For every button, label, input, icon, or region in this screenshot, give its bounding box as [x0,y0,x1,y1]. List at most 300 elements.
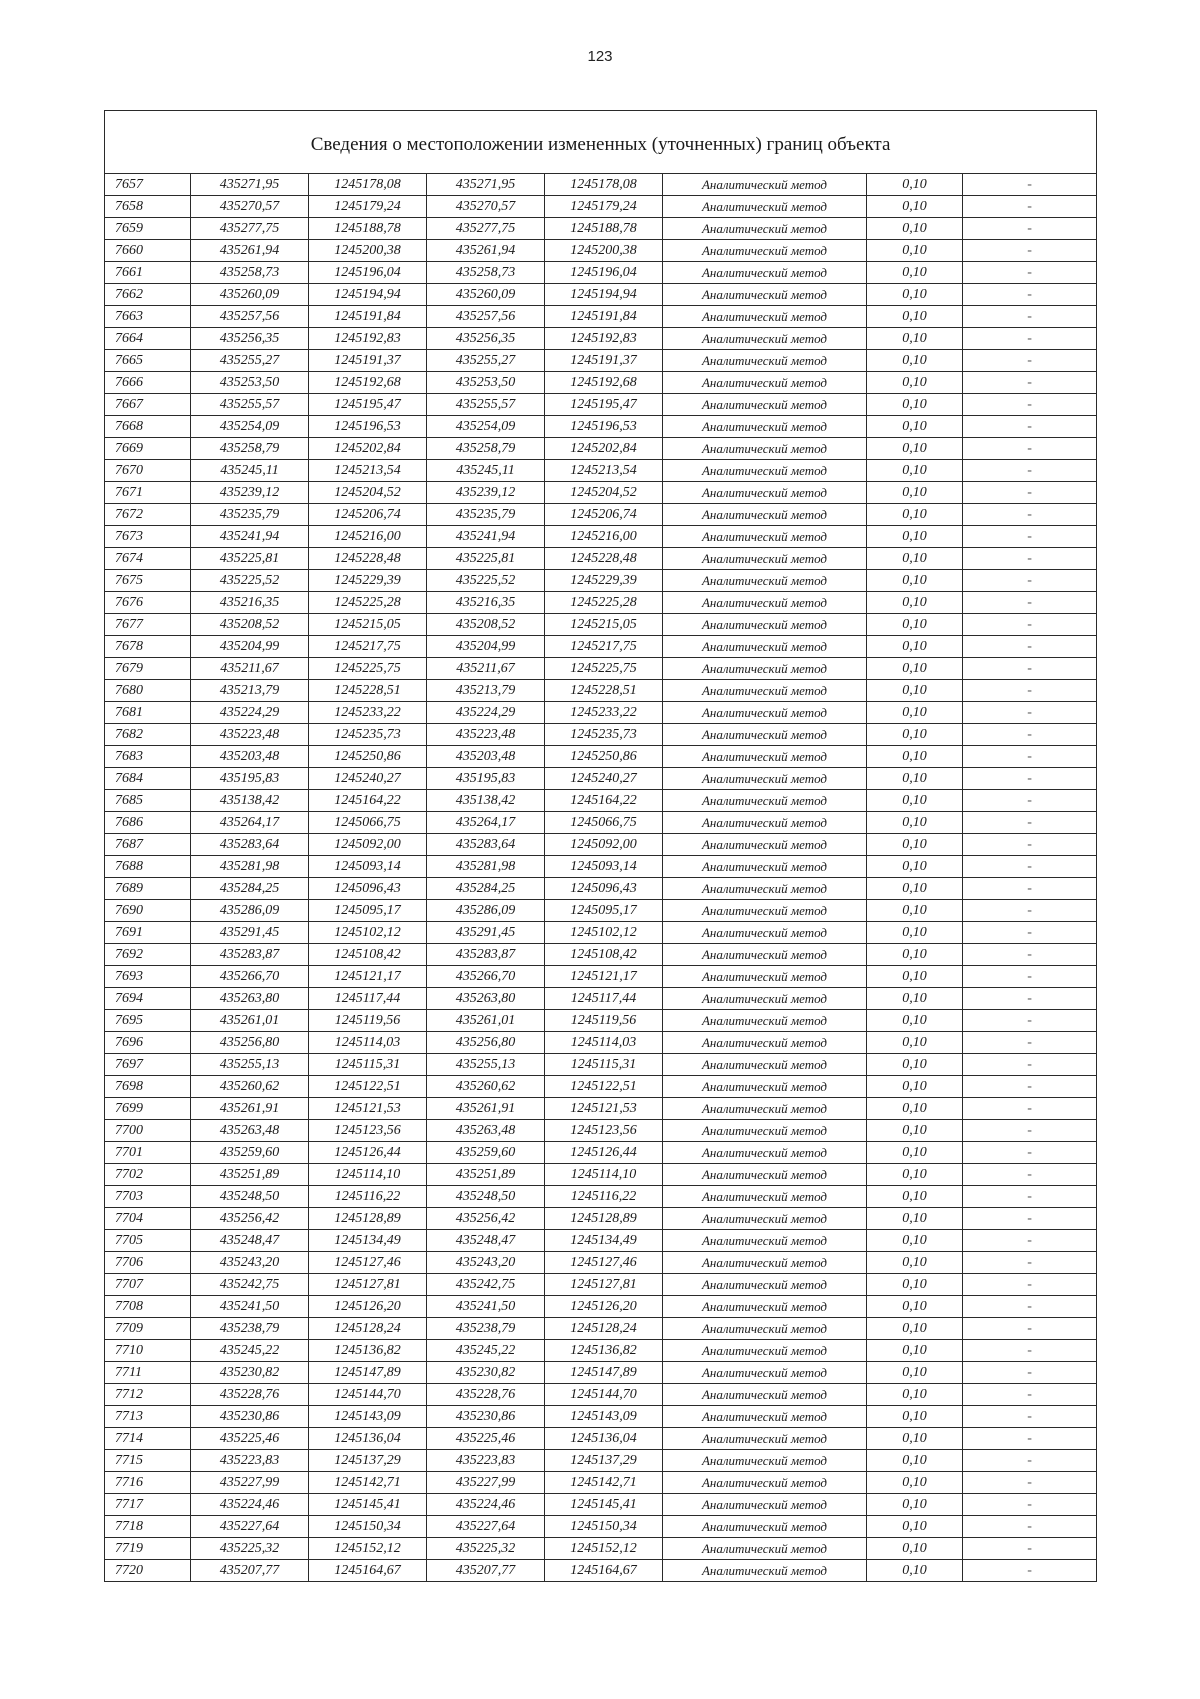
cell-y-existing: 1245194,94 [309,284,427,306]
table-row [105,306,1097,328]
cell-x-existing: 435283,87 [191,944,309,966]
cell-accuracy: 0,10 [867,218,963,240]
cell-point-number: 7663 [105,306,191,328]
cell-method: Аналитический метод [663,218,867,240]
cell-x-existing: 435230,86 [191,1406,309,1428]
cell-y-new: 1245196,53 [545,416,663,438]
table-row [105,1054,1097,1076]
cell-accuracy: 0,10 [867,702,963,724]
cell-accuracy: 0,10 [867,1076,963,1098]
cell-x-existing: 435225,81 [191,548,309,570]
cell-y-new: 1245178,08 [545,174,663,196]
cell-y-new: 1245217,75 [545,636,663,658]
cell-x-existing: 435256,42 [191,1208,309,1230]
cell-note: - [963,240,1097,262]
cell-point-number: 7659 [105,218,191,240]
cell-note: - [963,790,1097,812]
cell-method: Аналитический метод [663,1560,867,1582]
cell-accuracy: 0,10 [867,438,963,460]
cell-note: - [963,218,1097,240]
cell-y-existing: 1245229,39 [309,570,427,592]
cell-y-existing: 1245092,00 [309,834,427,856]
cell-point-number: 7682 [105,724,191,746]
cell-y-existing: 1245206,74 [309,504,427,526]
cell-y-existing: 1245128,24 [309,1318,427,1340]
cell-point-number: 7690 [105,900,191,922]
cell-x-existing: 435270,57 [191,196,309,218]
cell-accuracy: 0,10 [867,1428,963,1450]
cell-accuracy: 0,10 [867,724,963,746]
cell-accuracy: 0,10 [867,1230,963,1252]
cell-x-new: 435225,32 [427,1538,545,1560]
cell-note: - [963,1560,1097,1582]
cell-x-existing: 435225,32 [191,1538,309,1560]
cell-method: Аналитический метод [663,900,867,922]
cell-y-existing: 1245202,84 [309,438,427,460]
cell-method: Аналитический метод [663,944,867,966]
table-row [105,636,1097,658]
cell-note: - [963,284,1097,306]
cell-y-existing: 1245196,53 [309,416,427,438]
cell-note: - [963,1142,1097,1164]
cell-accuracy: 0,10 [867,350,963,372]
cell-y-existing: 1245179,24 [309,196,427,218]
cell-y-existing: 1245191,84 [309,306,427,328]
cell-note: - [963,988,1097,1010]
cell-y-existing: 1245095,17 [309,900,427,922]
cell-y-new: 1245116,22 [545,1186,663,1208]
cell-accuracy: 0,10 [867,1208,963,1230]
cell-x-new: 435230,82 [427,1362,545,1384]
cell-x-new: 435255,27 [427,350,545,372]
table-row [105,1340,1097,1362]
cell-x-existing: 435195,83 [191,768,309,790]
cell-x-existing: 435253,50 [191,372,309,394]
cell-method: Аналитический метод [663,526,867,548]
cell-method: Аналитический метод [663,306,867,328]
cell-accuracy: 0,10 [867,526,963,548]
cell-point-number: 7676 [105,592,191,614]
cell-note: - [963,350,1097,372]
cell-y-existing: 1245195,47 [309,394,427,416]
table-row [105,834,1097,856]
cell-y-existing: 1245191,37 [309,350,427,372]
cell-x-new: 435241,50 [427,1296,545,1318]
cell-method: Аналитический метод [663,922,867,944]
cell-y-existing: 1245200,38 [309,240,427,262]
cell-point-number: 7680 [105,680,191,702]
cell-note: - [963,1362,1097,1384]
cell-accuracy: 0,10 [867,1274,963,1296]
cell-x-new: 435261,01 [427,1010,545,1032]
cell-x-new: 435261,94 [427,240,545,262]
cell-point-number: 7678 [105,636,191,658]
cell-x-new: 435281,98 [427,856,545,878]
cell-x-existing: 435264,17 [191,812,309,834]
cell-method: Аналитический метод [663,592,867,614]
cell-note: - [963,1538,1097,1560]
cell-note: - [963,724,1097,746]
cell-x-new: 435257,56 [427,306,545,328]
cell-y-new: 1245142,71 [545,1472,663,1494]
cell-y-new: 1245136,82 [545,1340,663,1362]
cell-accuracy: 0,10 [867,1406,963,1428]
cell-method: Аналитический метод [663,834,867,856]
table-row [105,1186,1097,1208]
cell-x-existing: 435238,79 [191,1318,309,1340]
cell-point-number: 7662 [105,284,191,306]
cell-y-new: 1245195,47 [545,394,663,416]
cell-y-new: 1245123,56 [545,1120,663,1142]
cell-y-new: 1245136,04 [545,1428,663,1450]
cell-method: Аналитический метод [663,1384,867,1406]
cell-x-existing: 435216,35 [191,592,309,614]
cell-y-new: 1245137,29 [545,1450,663,1472]
cell-method: Аналитический метод [663,262,867,284]
cell-accuracy: 0,10 [867,372,963,394]
cell-accuracy: 0,10 [867,944,963,966]
cell-accuracy: 0,10 [867,900,963,922]
cell-point-number: 7719 [105,1538,191,1560]
table-row [105,1120,1097,1142]
cell-note: - [963,1384,1097,1406]
cell-x-new: 435230,86 [427,1406,545,1428]
table-row [105,416,1097,438]
cell-y-existing: 1245235,73 [309,724,427,746]
cell-y-existing: 1245123,56 [309,1120,427,1142]
cell-note: - [963,1318,1097,1340]
cell-y-new: 1245095,17 [545,900,663,922]
table-row [105,1164,1097,1186]
cell-point-number: 7665 [105,350,191,372]
table-row [105,724,1097,746]
cell-method: Аналитический метод [663,1450,867,1472]
cell-x-existing: 435204,99 [191,636,309,658]
cell-note: - [963,570,1097,592]
cell-y-new: 1245229,39 [545,570,663,592]
cell-x-existing: 435227,64 [191,1516,309,1538]
cell-y-existing: 1245126,44 [309,1142,427,1164]
cell-x-existing: 435211,67 [191,658,309,680]
cell-y-new: 1245192,68 [545,372,663,394]
cell-method: Аналитический метод [663,1208,867,1230]
cell-point-number: 7658 [105,196,191,218]
cell-x-existing: 435227,99 [191,1472,309,1494]
table-row [105,1098,1097,1120]
cell-y-new: 1245179,24 [545,196,663,218]
cell-y-existing: 1245145,41 [309,1494,427,1516]
cell-point-number: 7672 [105,504,191,526]
cell-x-existing: 435228,76 [191,1384,309,1406]
cell-point-number: 7698 [105,1076,191,1098]
cell-y-existing: 1245152,12 [309,1538,427,1560]
cell-point-number: 7674 [105,548,191,570]
cell-y-new: 1245196,04 [545,262,663,284]
cell-x-existing: 435207,77 [191,1560,309,1582]
table-row [105,658,1097,680]
cell-note: - [963,526,1097,548]
cell-accuracy: 0,10 [867,328,963,350]
cell-y-new: 1245235,73 [545,724,663,746]
cell-note: - [963,1274,1097,1296]
cell-method: Аналитический метод [663,680,867,702]
cell-x-new: 435258,73 [427,262,545,284]
cell-note: - [963,966,1097,988]
table-row [105,1362,1097,1384]
cell-method: Аналитический метод [663,636,867,658]
cell-y-existing: 1245136,82 [309,1340,427,1362]
cell-method: Аналитический метод [663,746,867,768]
cell-point-number: 7706 [105,1252,191,1274]
table-row [105,1230,1097,1252]
cell-accuracy: 0,10 [867,614,963,636]
cell-y-new: 1245150,34 [545,1516,663,1538]
cell-y-existing: 1245192,68 [309,372,427,394]
table-row [105,966,1097,988]
cell-note: - [963,1164,1097,1186]
table-row [105,1472,1097,1494]
cell-y-existing: 1245128,89 [309,1208,427,1230]
cell-point-number: 7685 [105,790,191,812]
cell-method: Аналитический метод [663,174,867,196]
cell-y-existing: 1245093,14 [309,856,427,878]
table-row [105,988,1097,1010]
cell-accuracy: 0,10 [867,548,963,570]
cell-note: - [963,1516,1097,1538]
cell-point-number: 7714 [105,1428,191,1450]
table-row [105,504,1097,526]
cell-method: Аналитический метод [663,372,867,394]
table-row [105,350,1097,372]
cell-method: Аналитический метод [663,1032,867,1054]
table-row [105,592,1097,614]
table-row [105,1032,1097,1054]
table-row [105,284,1097,306]
cell-x-existing: 435260,62 [191,1076,309,1098]
cell-method: Аналитический метод [663,988,867,1010]
cell-x-new: 435224,46 [427,1494,545,1516]
cell-accuracy: 0,10 [867,1296,963,1318]
cell-x-existing: 435223,48 [191,724,309,746]
cell-y-existing: 1245127,46 [309,1252,427,1274]
cell-note: - [963,636,1097,658]
cell-y-new: 1245134,49 [545,1230,663,1252]
cell-x-existing: 435230,82 [191,1362,309,1384]
table-row [105,746,1097,768]
cell-note: - [963,768,1097,790]
cell-x-new: 435251,89 [427,1164,545,1186]
cell-accuracy: 0,10 [867,460,963,482]
cell-x-existing: 435223,83 [191,1450,309,1472]
cell-method: Аналитический метод [663,416,867,438]
cell-point-number: 7709 [105,1318,191,1340]
cell-x-existing: 435263,80 [191,988,309,1010]
cell-x-new: 435213,79 [427,680,545,702]
cell-note: - [963,306,1097,328]
cell-point-number: 7689 [105,878,191,900]
cell-y-existing: 1245137,29 [309,1450,427,1472]
cell-x-new: 435203,48 [427,746,545,768]
cell-x-existing: 435277,75 [191,218,309,240]
cell-accuracy: 0,10 [867,768,963,790]
cell-method: Аналитический метод [663,460,867,482]
cell-y-new: 1245127,81 [545,1274,663,1296]
cell-method: Аналитический метод [663,1516,867,1538]
cell-x-existing: 435255,27 [191,350,309,372]
cell-y-new: 1245102,12 [545,922,663,944]
cell-accuracy: 0,10 [867,922,963,944]
cell-method: Аналитический метод [663,1538,867,1560]
cell-note: - [963,1076,1097,1098]
cell-y-existing: 1245134,49 [309,1230,427,1252]
cell-y-existing: 1245117,44 [309,988,427,1010]
cell-x-new: 435253,50 [427,372,545,394]
cell-note: - [963,438,1097,460]
table-row [105,1010,1097,1032]
cell-note: - [963,460,1097,482]
table-row [105,680,1097,702]
cell-accuracy: 0,10 [867,834,963,856]
table-row [105,1296,1097,1318]
cell-y-new: 1245092,00 [545,834,663,856]
cell-y-new: 1245127,46 [545,1252,663,1274]
cell-note: - [963,834,1097,856]
cell-accuracy: 0,10 [867,790,963,812]
cell-x-existing: 435261,91 [191,1098,309,1120]
cell-note: - [963,1428,1097,1450]
cell-x-new: 435255,13 [427,1054,545,1076]
cell-accuracy: 0,10 [867,966,963,988]
table-row [105,174,1097,196]
cell-y-existing: 1245250,86 [309,746,427,768]
cell-y-new: 1245213,54 [545,460,663,482]
cell-x-new: 435258,79 [427,438,545,460]
cell-method: Аналитический метод [663,570,867,592]
cell-point-number: 7664 [105,328,191,350]
table-row [105,878,1097,900]
cell-note: - [963,614,1097,636]
cell-x-new: 435225,52 [427,570,545,592]
cell-accuracy: 0,10 [867,680,963,702]
cell-point-number: 7711 [105,1362,191,1384]
cell-point-number: 7707 [105,1274,191,1296]
table-row [105,1494,1097,1516]
cell-x-existing: 435245,11 [191,460,309,482]
cell-note: - [963,1186,1097,1208]
cell-x-new: 435254,09 [427,416,545,438]
table-row [105,1252,1097,1274]
cell-x-new: 435266,70 [427,966,545,988]
cell-x-new: 435223,48 [427,724,545,746]
cell-method: Аналитический метод [663,1120,867,1142]
cell-method: Аналитический метод [663,658,867,680]
cell-x-new: 435235,79 [427,504,545,526]
cell-accuracy: 0,10 [867,1164,963,1186]
cell-x-existing: 435255,57 [191,394,309,416]
cell-accuracy: 0,10 [867,1516,963,1538]
cell-y-new: 1245126,20 [545,1296,663,1318]
table-row [105,1560,1097,1582]
cell-point-number: 7691 [105,922,191,944]
cell-point-number: 7704 [105,1208,191,1230]
cell-y-new: 1245204,52 [545,482,663,504]
cell-point-number: 7710 [105,1340,191,1362]
cell-point-number: 7673 [105,526,191,548]
cell-y-new: 1245191,84 [545,306,663,328]
cell-point-number: 7699 [105,1098,191,1120]
cell-method: Аналитический метод [663,394,867,416]
cell-accuracy: 0,10 [867,240,963,262]
cell-y-existing: 1245127,81 [309,1274,427,1296]
cell-x-existing: 435281,98 [191,856,309,878]
table-row [105,900,1097,922]
cell-point-number: 7669 [105,438,191,460]
cell-x-existing: 435258,73 [191,262,309,284]
cell-x-new: 435248,50 [427,1186,545,1208]
cell-x-new: 435238,79 [427,1318,545,1340]
cell-x-existing: 435248,50 [191,1186,309,1208]
cell-accuracy: 0,10 [867,1560,963,1582]
cell-x-existing: 435258,79 [191,438,309,460]
table-row [105,482,1097,504]
cell-y-new: 1245066,75 [545,812,663,834]
cell-x-new: 435138,42 [427,790,545,812]
cell-x-new: 435239,12 [427,482,545,504]
cell-x-new: 435245,11 [427,460,545,482]
cell-point-number: 7702 [105,1164,191,1186]
cell-point-number: 7716 [105,1472,191,1494]
cell-x-new: 435248,47 [427,1230,545,1252]
cell-accuracy: 0,10 [867,1098,963,1120]
cell-y-new: 1245117,44 [545,988,663,1010]
cell-y-existing: 1245228,51 [309,680,427,702]
table-row [105,768,1097,790]
cell-y-existing: 1245066,75 [309,812,427,834]
cell-point-number: 7718 [105,1516,191,1538]
cell-note: - [963,1450,1097,1472]
cell-y-existing: 1245116,22 [309,1186,427,1208]
cell-y-existing: 1245142,71 [309,1472,427,1494]
cell-note: - [963,548,1097,570]
cell-x-existing: 435235,79 [191,504,309,526]
cell-accuracy: 0,10 [867,812,963,834]
cell-y-new: 1245128,89 [545,1208,663,1230]
cell-accuracy: 0,10 [867,1318,963,1340]
cell-method: Аналитический метод [663,1252,867,1274]
cell-point-number: 7717 [105,1494,191,1516]
cell-point-number: 7684 [105,768,191,790]
cell-note: - [963,1296,1097,1318]
cell-method: Аналитический метод [663,1428,867,1450]
cell-y-new: 1245114,10 [545,1164,663,1186]
cell-point-number: 7666 [105,372,191,394]
cell-y-existing: 1245233,22 [309,702,427,724]
table-row [105,702,1097,724]
cell-method: Аналитический метод [663,240,867,262]
cell-accuracy: 0,10 [867,1362,963,1384]
cell-x-existing: 435239,12 [191,482,309,504]
cell-x-new: 435270,57 [427,196,545,218]
cell-y-existing: 1245122,51 [309,1076,427,1098]
cell-y-new: 1245122,51 [545,1076,663,1098]
cell-x-new: 435204,99 [427,636,545,658]
cell-accuracy: 0,10 [867,1032,963,1054]
cell-method: Аналитический метод [663,1164,867,1186]
table-row [105,922,1097,944]
cell-accuracy: 0,10 [867,746,963,768]
cell-point-number: 7700 [105,1120,191,1142]
cell-point-number: 7695 [105,1010,191,1032]
